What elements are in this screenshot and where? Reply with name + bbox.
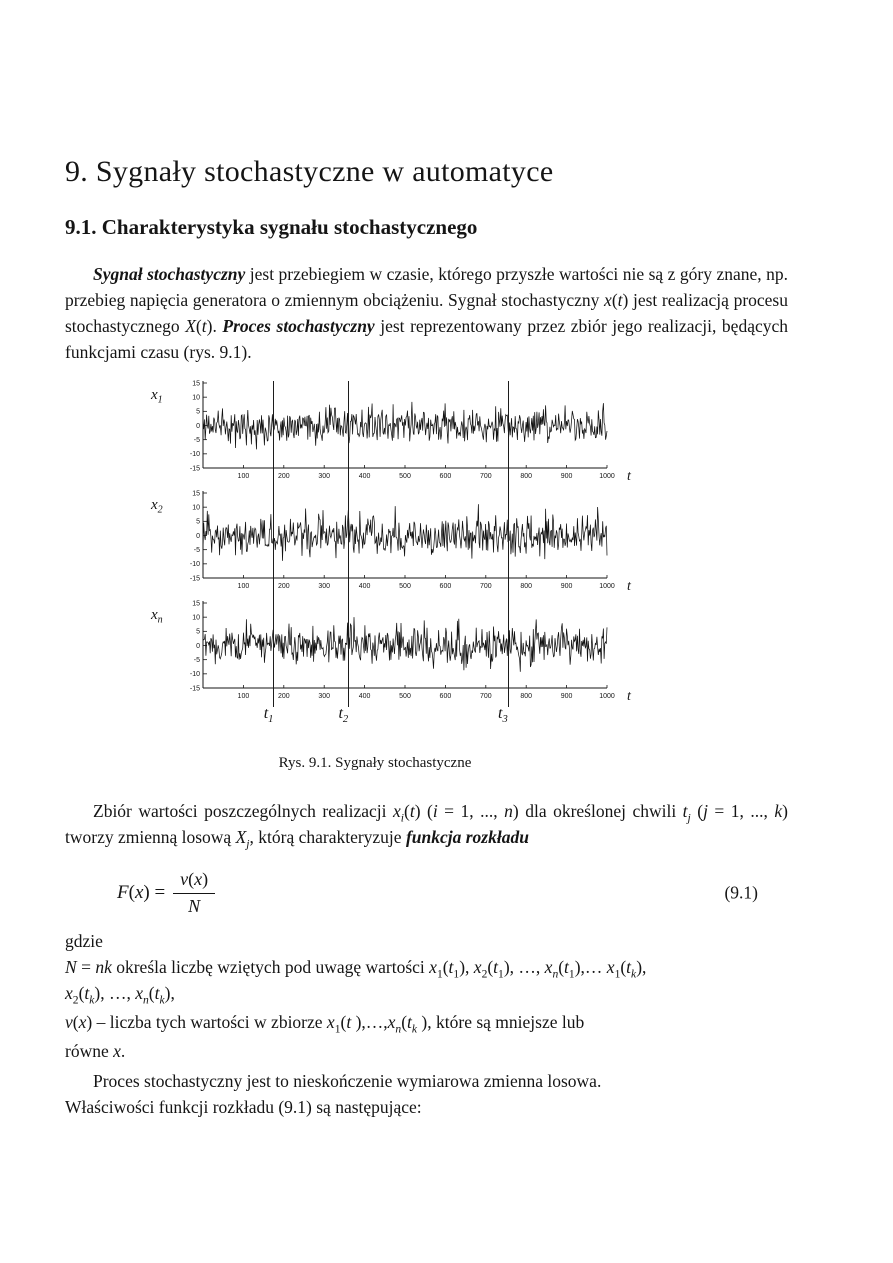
x-tick-label: 200 (277, 693, 290, 701)
signal-plot-x2 (145, 487, 655, 591)
where-line-nu: ν(x) – liczba tych wartości w zbiorze $x_1(t$ )$,\dots,x_n(t_k$ ), które są mniejsze lub (65, 1012, 585, 1036)
x-tick-label: 900 (560, 693, 573, 701)
x-tick-label: 100 (237, 473, 250, 481)
x-tick-label: 600 (439, 583, 452, 591)
y-tick-label: 0 (196, 423, 200, 431)
y-tick-label: 10 (192, 614, 200, 622)
x-tick-label: 900 (560, 583, 573, 591)
figure-caption: Rys. 9.1. Sygnały stochastyczne (278, 755, 472, 772)
noise-waveform-xn (203, 617, 607, 672)
x-tick-label: 700 (479, 473, 492, 481)
x-tick-label: 400 (358, 473, 371, 481)
x-tick-label: 800 (520, 583, 533, 591)
y-tick-label: -10 (189, 451, 200, 459)
x-tick-label: 900 (560, 473, 573, 481)
time-marker-line-t1 (273, 381, 274, 707)
x-tick-label: 600 (439, 693, 452, 701)
closing-line-1: Proces stochastyczny jest to nieskończenie wymiarowa zmienna losowa. (93, 1071, 602, 1092)
equation-9-1 (117, 864, 788, 922)
x-tick-label: 300 (318, 693, 331, 701)
y-tick-label: 10 (192, 394, 200, 402)
x-tick-label: 400 (358, 693, 371, 701)
where-line-N2: $x_2(t_k)$, …, $x_n(t_k)$, (65, 983, 175, 1007)
x-tick-label: 1000 (599, 473, 615, 481)
paragraph-distribution: Zbiór wartości poszczególnych realizacji $x_i(t) (i = 1$, ..., n) dla określonej chwili $t_j$ (j = 1, ..., k) tworzy zmienną losową $X_j$, którą charakteryzuje funkcja rozkładu (65, 801, 788, 851)
x-tick-label: 100 (237, 583, 250, 591)
x-tick-label: 1000 (599, 693, 615, 701)
noise-waveform-x2 (203, 504, 607, 561)
signal-plot-xn (145, 597, 655, 701)
y-tick-label: -5 (193, 657, 200, 665)
y-tick-label: 15 (192, 600, 200, 608)
x-tick-label: 200 (277, 583, 290, 591)
x-tick-label: 100 (237, 693, 250, 701)
y-tick-label: 10 (192, 504, 200, 512)
time-marker-line-t2 (348, 381, 349, 707)
y-tick-label: 15 (192, 380, 200, 388)
x-tick-label: 800 (520, 693, 533, 701)
where-line-rowne: równe x. (65, 1041, 126, 1062)
y-tick-label: 0 (196, 533, 200, 541)
y-tick-label: -15 (189, 575, 200, 583)
y-tick-label: -5 (193, 547, 200, 555)
y-tick-label: -10 (189, 561, 200, 569)
y-tick-label: 5 (196, 518, 200, 526)
signal-label-xn: $x_n$ (151, 607, 163, 626)
y-tick-label: -10 (189, 671, 200, 679)
formula-denominator: N (188, 896, 201, 917)
plots-stack (145, 377, 655, 729)
y-tick-label: 5 (196, 628, 200, 636)
x-tick-label: 600 (439, 473, 452, 481)
x-tick-label: 500 (399, 583, 411, 591)
page-title: 9. Sygnały stochastyczne w automatyce (65, 155, 554, 188)
equation-number: (9.1) (724, 882, 758, 903)
x-tick-label: 300 (318, 583, 331, 591)
x-tick-label: 300 (318, 473, 331, 481)
time-marker-line-t3 (508, 381, 509, 707)
x-axis-label-t: t (627, 689, 631, 702)
y-tick-label: -5 (193, 437, 200, 445)
signal-label-x1: $x_1$ (151, 387, 163, 406)
closing-paragraph (65, 1068, 788, 1120)
where-line-N: N = nk określa liczbę wziętych pod uwagę wartości $x_1(t_1)$, $x_2(t_1)$, …, $x_n(t_1),\dots$ $x_1(t_k)$, (65, 957, 647, 981)
paragraph-intro: Sygnał stochastyczny jest przebiegiem w czasie, którego przyszłe wartości nie są z góry znane, np. przebieg napięcia generatora o zmiennym obciążeniu. Sygnał stochastyczny x(t) jest realizacją procesu stochastycznego X(t). Proces stochastyczny jest reprezentowany przez zbiór jego realizacji, będących funkcjami czasu (rys. 9.1). (65, 264, 789, 363)
figure-9-1 (145, 377, 655, 772)
y-tick-label: 0 (196, 643, 200, 651)
signal-label-x2: $x_2$ (151, 497, 163, 516)
where-intro: gdzie (65, 931, 103, 952)
x-tick-label: 700 (479, 583, 492, 591)
time-marker-label-t3: $t_3$ (498, 705, 508, 726)
formula-lhs: F(x) = (117, 882, 166, 904)
x-tick-label: 800 (520, 473, 533, 481)
x-axis-label-t: t (627, 579, 631, 592)
x-axis-label-t: t (627, 469, 631, 482)
x-tick-label: 700 (479, 693, 492, 701)
x-tick-label: 400 (358, 583, 371, 591)
y-tick-label: 15 (192, 490, 200, 498)
y-tick-label: -15 (189, 685, 200, 693)
y-tick-label: -15 (189, 465, 200, 473)
time-marker-label-t2: $t_2$ (338, 705, 349, 726)
x-tick-label: 1000 (599, 583, 615, 591)
formula-numerator: ν(x) (173, 869, 215, 894)
section-heading: 9.1. Charakterystyka sygnału stochastycznego (65, 215, 478, 239)
x-tick-label: 500 (399, 693, 411, 701)
x-tick-label: 500 (399, 473, 411, 481)
noise-waveform-x1 (203, 402, 607, 450)
x-tick-label: 200 (277, 473, 290, 481)
y-tick-label: 5 (196, 408, 200, 416)
where-block (65, 928, 788, 1064)
closing-line-2: Właściwości funkcji rozkładu (9.1) są następujące: (65, 1097, 422, 1118)
time-marker-label-t1: $t_1$ (263, 705, 274, 726)
signal-plot-x1 (145, 377, 655, 481)
formula-fraction (173, 869, 215, 917)
